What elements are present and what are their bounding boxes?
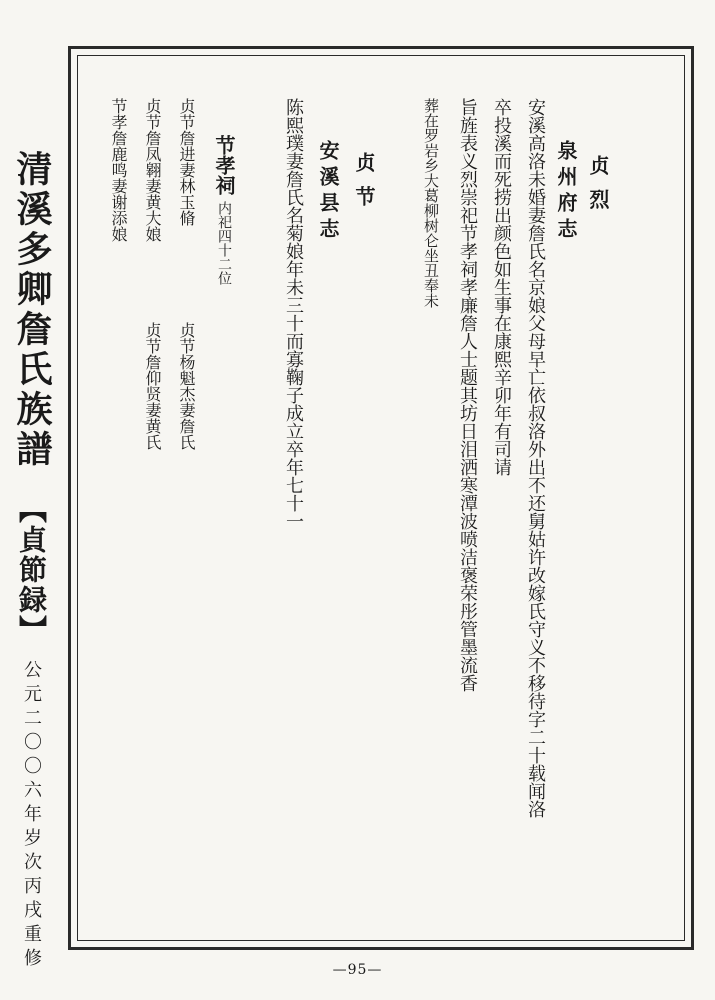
genealogy-title: 清溪多卿詹氏族譜	[11, 150, 53, 470]
quanzhou-text-line-1: 安溪高洛未婚妻詹氏名京娘父母早亡依叔洛外出不还舅姑许改嫁氏守义不移待字二十载闻洛	[525, 98, 546, 818]
section-badge: 【貞節録】	[15, 495, 48, 645]
shrine-list-item: 贞节詹进妻林玉脩	[177, 98, 196, 226]
shrine-list-item: 贞节杨魁杰妻詹氏	[177, 322, 196, 450]
shrine-note: 内祀四十二位	[216, 201, 232, 285]
burial-note: 葬在罗岩乡大葛柳树仑坐丑奉未	[422, 98, 440, 308]
quanzhou-text-line-3: 旨旌表义烈崇祀节孝祠孝廉詹人士题其坊日泪洒寒潭波喷洁褒荣彤管墨流香	[457, 98, 478, 692]
quanzhou-text-line-2: 卒投溪而死捞出颜色如生事在康熙辛卯年有司请	[491, 98, 512, 476]
shrine-list-item: 节孝詹鹿鸣妻谢添娘	[109, 98, 128, 242]
shrine-list-item: 贞节詹仰贤妻黄氏	[143, 322, 162, 450]
anxi-text-line: 陈熙璞妻詹氏名菊娘年未三十而寡鞠子成立卒年七十一	[283, 98, 304, 530]
source-heading-anxi: 安溪县志	[316, 140, 340, 244]
shrine-heading	[214, 135, 234, 285]
category-heading-zhenlie: 贞烈	[586, 155, 610, 223]
page-number: —95—	[332, 962, 383, 978]
shrine-list-item: 贞节詹凤翱妻黄大娘	[143, 98, 162, 242]
edition-note: 公元二〇〇六年岁次丙戌重修	[21, 660, 42, 972]
category-heading-zhenjie: 贞节	[352, 152, 376, 220]
source-heading-quanzhou: 泉州府志	[554, 140, 578, 244]
shrine-title: 节孝祠	[212, 135, 236, 195]
